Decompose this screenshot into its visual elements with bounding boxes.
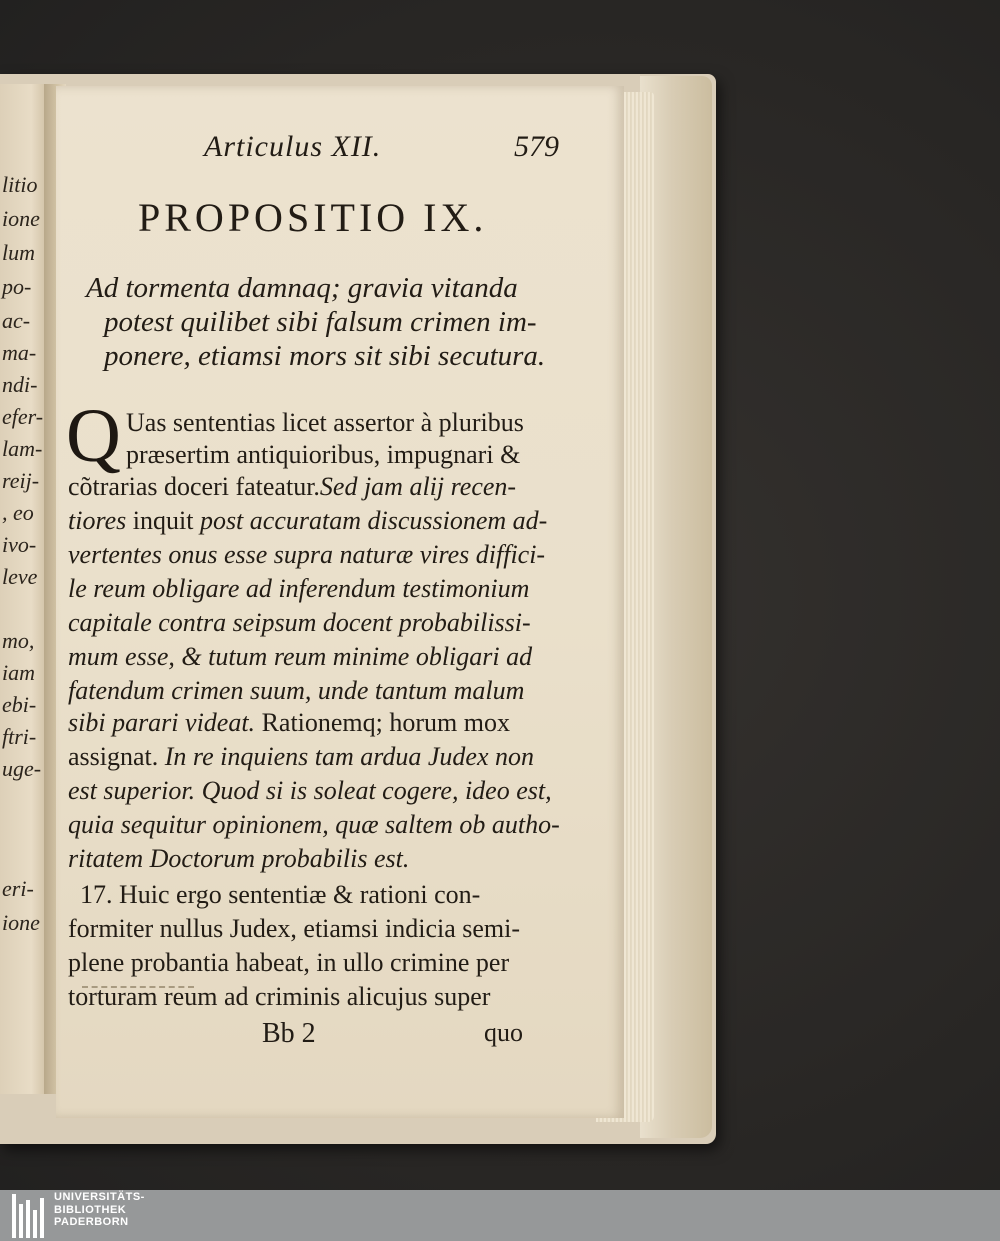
- left-page-fragment: litio: [2, 172, 38, 197]
- left-page-fragment: ione: [2, 910, 40, 935]
- body-line: cõtrarias doceri fateatur.Sed jam alij recen-: [68, 472, 517, 501]
- body-line: sibi parari videat. Rationemq; horum mox: [68, 708, 510, 737]
- body-line: formiter nullus Judex, etiamsi indicia semi-: [68, 914, 521, 943]
- library-footer: [0, 1190, 1000, 1241]
- body-line: le reum obligare ad inferendum testimonium: [68, 574, 530, 603]
- left-page-fragment: uge-: [2, 756, 42, 781]
- left-page-fragment: ma-: [2, 340, 37, 365]
- body-line: mum esse, & tutum reum minime obligari ad: [68, 642, 533, 671]
- left-page-fragment: mo,: [2, 628, 35, 653]
- left-page-fragment: lam-: [2, 436, 43, 461]
- body-line: plene probantia habeat, in ullo crimine per: [68, 948, 510, 977]
- body-line: torturam reum ad criminis alicujus super: [68, 982, 491, 1011]
- ornament-dots: [82, 986, 194, 988]
- body-line: vertentes onus esse supra naturæ vires diffici-: [68, 540, 546, 569]
- left-page-fragment: iam: [2, 660, 35, 685]
- proposition-heading: PROPOSITIO IX.: [138, 195, 488, 240]
- left-page-fragment: ebi-: [2, 692, 37, 717]
- left-page-fragment: ivo-: [2, 532, 37, 557]
- body-line: est superior. Quod si is soleat cogere, ideo est,: [68, 776, 552, 805]
- proposition-statement-line: ponere, etiamsi mors sit sibi secutura.: [104, 340, 546, 372]
- signature-mark: Bb 2: [262, 1018, 316, 1049]
- left-page-fragment: eri-: [2, 876, 34, 901]
- drop-cap: Q: [66, 394, 121, 478]
- left-page-fragment: , eo: [2, 500, 34, 525]
- left-page-fragment: efer-: [2, 404, 44, 429]
- body-line: capitale contra seipsum docent probabilissi-: [68, 608, 531, 637]
- library-logo-icon: [12, 1194, 46, 1238]
- body-line: assignat. In re inquiens tam ardua Judex non: [68, 742, 534, 771]
- left-page-fragment: lum: [2, 240, 35, 265]
- library-logo-text: UNIVERSITÄTS- BIBLIOTHEK PADERBORN: [54, 1191, 145, 1228]
- left-page-fragment: ftri-: [2, 724, 37, 749]
- body-line: Uas sententias licet assertor à pluribus: [126, 408, 524, 437]
- page-number: 579: [514, 130, 559, 163]
- body-line: quia sequitur opinionem, quæ saltem ob autho-: [68, 810, 560, 839]
- body-line: 17. Huic ergo sententiæ & rationi con-: [80, 880, 481, 909]
- body-line: præsertim antiquioribus, impugnari &: [126, 440, 521, 469]
- left-page-fragment: leve: [2, 564, 38, 589]
- body-line: tiores inquit post accuratam discussionem ad-: [68, 506, 548, 535]
- proposition-statement-line: Ad tormenta damnaq; gravia vitanda: [86, 272, 518, 304]
- left-page-fragment: ione: [2, 206, 40, 231]
- body-line: fatendum crimen suum, unde tantum malum: [68, 676, 525, 705]
- left-page-fragment: po-: [2, 274, 32, 299]
- left-page-fragment: ac-: [2, 308, 31, 333]
- running-head: Articulus XII.: [204, 130, 382, 163]
- right-page: [56, 86, 624, 1118]
- left-page-fragment: ndi-: [2, 372, 38, 397]
- left-page-fragment: reij-: [2, 468, 40, 493]
- body-line: ritatem Doctorum probabilis est.: [68, 844, 410, 873]
- catchword: quo: [484, 1018, 523, 1047]
- proposition-statement-line: potest quilibet sibi falsum crimen im-: [104, 306, 537, 338]
